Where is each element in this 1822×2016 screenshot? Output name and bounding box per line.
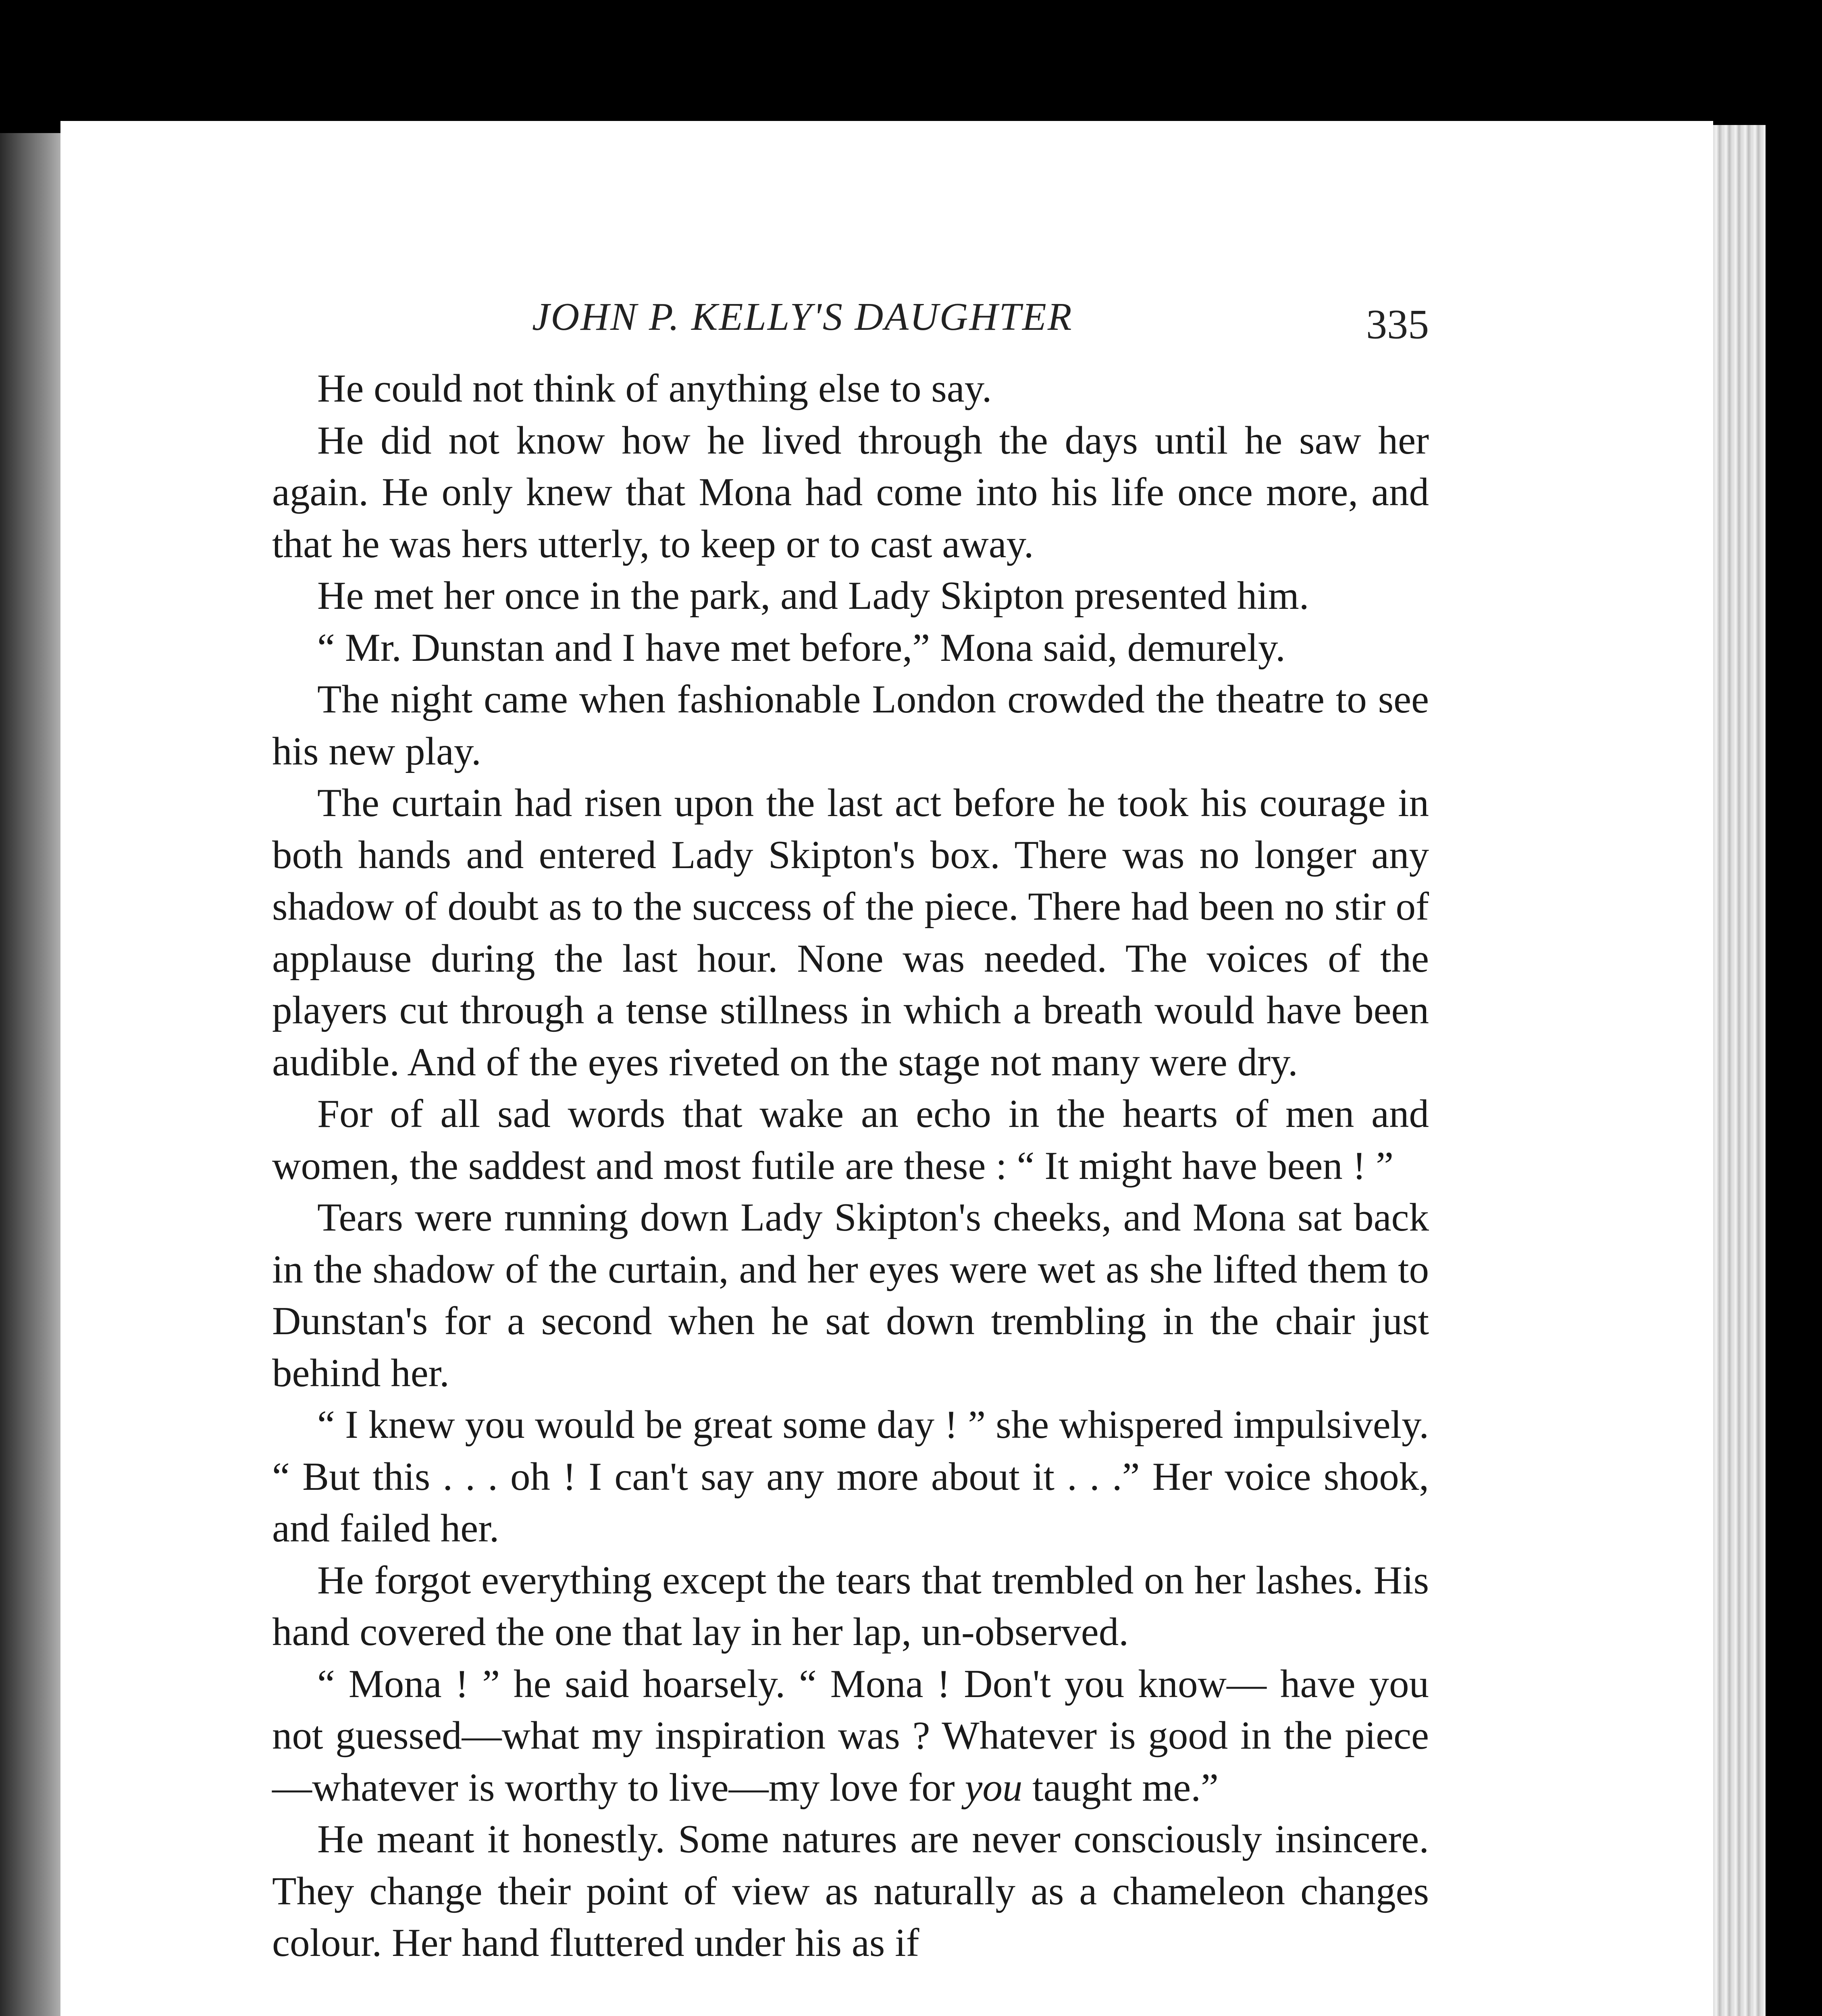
- paragraph: The curtain had risen upon the last act before he took his courage in both hands and entered Lady Skipton's box. There was no longer any shadow of doubt as to the success of the piece. There had been no stir of applause during the last hour. None was needed. The voices of the players cut through a tense stillness in which a breath would have been audible. And of the eyes riveted on the stage not many were dry.: [272, 781, 1429, 1084]
- running-title: JOHN P. KELLY'S DAUGHTER: [532, 295, 1073, 339]
- emphasis-word: you: [965, 1765, 1023, 1810]
- paragraph: He could not think of anything else to say.: [317, 367, 992, 410]
- paragraph: The night came when fashionable London crowded the theatre to see his new play.: [272, 677, 1429, 773]
- paragraph: “ I knew you would be great some day ! ” she whispered impulsively. “ But this . . . oh ! I can't say any more about it . . .” Her voice shook, and failed her.: [272, 1403, 1429, 1550]
- paragraph: “ Mr. Dunstan and I have met before,” Mona said, demurely.: [317, 625, 1285, 670]
- page-body: [272, 363, 1429, 1969]
- paragraph: He did not know how he lived through the days until he saw her again. He only knew that Mona had come into his life once more, and that he was hers utterly, to keep or to cast away.: [272, 418, 1429, 566]
- paragraph: He meant it honestly. Some natures are never consciously insincere. They change their point of view as naturally as a chameleon changes colour. Her hand fluttered under his as if: [272, 1817, 1429, 1965]
- page-stack-edge: [1713, 125, 1766, 2016]
- book-spine-edge: [0, 133, 64, 2016]
- paragraph: Tears were running down Lady Skipton's cheeks, and Mona sat back in the shadow of the curtain, and her eyes were wet as she lifted them to Dunstan's for a second when he sat down trembling in the chair just behind her.: [272, 1195, 1429, 1395]
- paragraph-text: “ Mona ! ” he said hoarsely. “ Mona ! Don't you know— have you not guessed—what my inspiration was ? Whatever is good in the piece—whatever is worthy to live—my love for: [272, 1662, 1429, 1810]
- paragraph: For of all sad words that wake an echo in the hearts of men and women, the saddest and most futile are these : “ It might have been ! ”: [272, 1092, 1429, 1188]
- page-number: 335: [1366, 301, 1429, 348]
- paragraph: [272, 1658, 1429, 1814]
- paragraph: He forgot everything except the tears that trembled on her lashes. His hand covered the one that lay in her lap, un-observed.: [272, 1558, 1429, 1654]
- paragraph-text: taught me.”: [1032, 1765, 1219, 1810]
- paragraph: He met her once in the park, and Lady Skipton presented him.: [317, 574, 1309, 618]
